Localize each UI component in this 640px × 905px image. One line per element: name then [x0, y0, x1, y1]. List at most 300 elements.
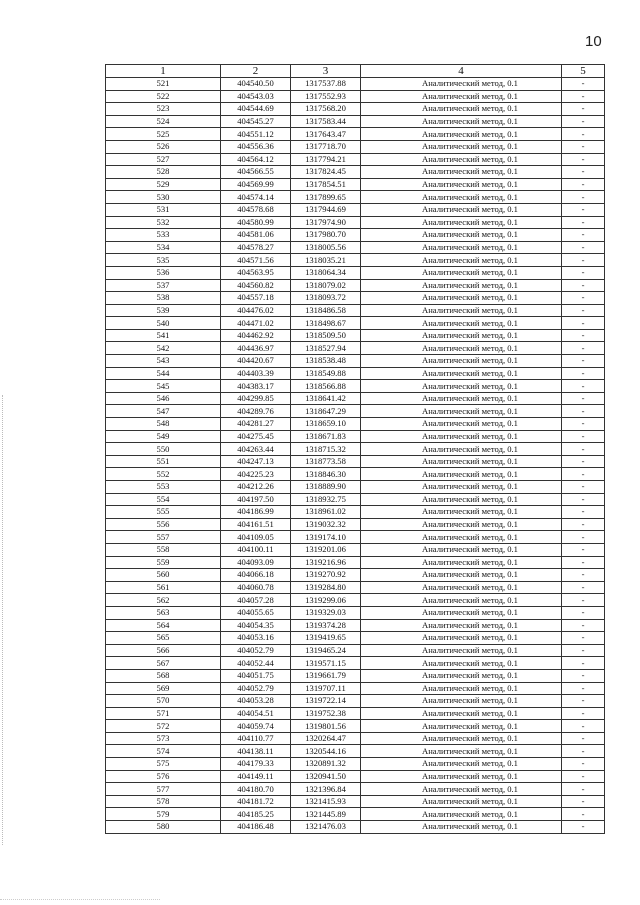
point-number-cell: 556 — [106, 518, 221, 531]
note-cell: - — [562, 594, 605, 607]
y-coordinate-cell: 1318079.02 — [291, 279, 361, 292]
table-body — [106, 78, 605, 834]
note-cell: - — [562, 140, 605, 153]
table-row — [106, 707, 605, 720]
x-coordinate-cell: 404052.79 — [221, 682, 291, 695]
point-number-cell: 521 — [106, 78, 221, 91]
point-number-cell: 533 — [106, 229, 221, 242]
point-number-cell: 527 — [106, 153, 221, 166]
table-row — [106, 443, 605, 456]
method-cell: Аналитический метод, 0.1 — [361, 405, 562, 418]
table-row — [106, 758, 605, 771]
point-number-cell: 549 — [106, 430, 221, 443]
y-coordinate-cell: 1321476.03 — [291, 821, 361, 834]
x-coordinate-cell: 404564.12 — [221, 153, 291, 166]
y-coordinate-cell: 1317899.65 — [291, 191, 361, 204]
method-cell: Аналитический метод, 0.1 — [361, 720, 562, 733]
x-coordinate-cell: 404053.28 — [221, 695, 291, 708]
method-cell: Аналитический метод, 0.1 — [361, 241, 562, 254]
note-cell: - — [562, 745, 605, 758]
table-row — [106, 531, 605, 544]
y-coordinate-cell: 1319661.79 — [291, 669, 361, 682]
x-coordinate-cell: 404544.69 — [221, 103, 291, 116]
y-coordinate-cell: 1318641.42 — [291, 392, 361, 405]
method-cell: Аналитический метод, 0.1 — [361, 418, 562, 431]
note-cell: - — [562, 241, 605, 254]
x-coordinate-cell: 404052.44 — [221, 657, 291, 670]
x-coordinate-cell: 404436.97 — [221, 342, 291, 355]
x-coordinate-cell: 404403.39 — [221, 367, 291, 380]
y-coordinate-cell: 1317980.70 — [291, 229, 361, 242]
x-coordinate-cell: 404383.17 — [221, 380, 291, 393]
x-coordinate-cell: 404181.72 — [221, 795, 291, 808]
table-row — [106, 380, 605, 393]
method-cell: Аналитический метод, 0.1 — [361, 392, 562, 405]
note-cell: - — [562, 430, 605, 443]
table-row — [106, 770, 605, 783]
table-row — [106, 292, 605, 305]
table-row — [106, 720, 605, 733]
note-cell: - — [562, 581, 605, 594]
table-row — [106, 632, 605, 645]
table-row — [106, 203, 605, 216]
x-coordinate-cell: 404580.99 — [221, 216, 291, 229]
note-cell: - — [562, 481, 605, 494]
x-coordinate-cell: 404055.65 — [221, 606, 291, 619]
point-number-cell: 559 — [106, 556, 221, 569]
point-number-cell: 536 — [106, 266, 221, 279]
method-cell: Аналитический метод, 0.1 — [361, 317, 562, 330]
table-row — [106, 455, 605, 468]
y-coordinate-cell: 1317552.93 — [291, 90, 361, 103]
note-cell: - — [562, 90, 605, 103]
x-coordinate-cell: 404186.99 — [221, 506, 291, 519]
note-cell: - — [562, 732, 605, 745]
method-cell: Аналитический метод, 0.1 — [361, 266, 562, 279]
x-coordinate-cell: 404275.45 — [221, 430, 291, 443]
coordinates-table — [105, 64, 605, 834]
x-coordinate-cell: 404212.26 — [221, 481, 291, 494]
table-row — [106, 695, 605, 708]
note-cell: - — [562, 808, 605, 821]
method-cell: Аналитический метод, 0.1 — [361, 758, 562, 771]
point-number-cell: 541 — [106, 329, 221, 342]
y-coordinate-cell: 1319216.96 — [291, 556, 361, 569]
method-cell: Аналитический метод, 0.1 — [361, 594, 562, 607]
y-coordinate-cell: 1318889.90 — [291, 481, 361, 494]
note-cell: - — [562, 821, 605, 834]
y-coordinate-cell: 1318064.34 — [291, 266, 361, 279]
table-row — [106, 78, 605, 91]
method-cell: Аналитический метод, 0.1 — [361, 732, 562, 745]
note-cell: - — [562, 468, 605, 481]
table-row — [106, 594, 605, 607]
y-coordinate-cell: 1317537.88 — [291, 78, 361, 91]
point-number-cell: 551 — [106, 455, 221, 468]
x-coordinate-cell: 404180.70 — [221, 783, 291, 796]
table-row — [106, 644, 605, 657]
point-number-cell: 540 — [106, 317, 221, 330]
x-coordinate-cell: 404540.50 — [221, 78, 291, 91]
y-coordinate-cell: 1318538.48 — [291, 355, 361, 368]
table-row — [106, 166, 605, 179]
method-cell: Аналитический метод, 0.1 — [361, 329, 562, 342]
method-cell: Аналитический метод, 0.1 — [361, 191, 562, 204]
x-coordinate-cell: 404462.92 — [221, 329, 291, 342]
method-cell: Аналитический метод, 0.1 — [361, 531, 562, 544]
method-cell: Аналитический метод, 0.1 — [361, 367, 562, 380]
left-margin-rule — [2, 395, 4, 845]
table-row — [106, 317, 605, 330]
method-cell: Аналитический метод, 0.1 — [361, 292, 562, 305]
point-number-cell: 575 — [106, 758, 221, 771]
note-cell: - — [562, 304, 605, 317]
point-number-cell: 548 — [106, 418, 221, 431]
table-row — [106, 216, 605, 229]
y-coordinate-cell: 1319270.92 — [291, 569, 361, 582]
point-number-cell: 547 — [106, 405, 221, 418]
note-cell: - — [562, 556, 605, 569]
y-coordinate-cell: 1319032.32 — [291, 518, 361, 531]
y-coordinate-cell: 1317568.20 — [291, 103, 361, 116]
note-cell: - — [562, 758, 605, 771]
x-coordinate-cell: 404556.36 — [221, 140, 291, 153]
header-col-1: 1 — [106, 65, 221, 78]
table-row — [106, 732, 605, 745]
note-cell: - — [562, 506, 605, 519]
table-row — [106, 304, 605, 317]
y-coordinate-cell: 1319801.56 — [291, 720, 361, 733]
y-coordinate-cell: 1320941.50 — [291, 770, 361, 783]
method-cell: Аналитический метод, 0.1 — [361, 128, 562, 141]
x-coordinate-cell: 404059.74 — [221, 720, 291, 733]
note-cell: - — [562, 292, 605, 305]
y-coordinate-cell: 1318671.83 — [291, 430, 361, 443]
y-coordinate-cell: 1319299.06 — [291, 594, 361, 607]
note-cell: - — [562, 795, 605, 808]
y-coordinate-cell: 1321445.89 — [291, 808, 361, 821]
table-row — [106, 581, 605, 594]
table-row — [106, 556, 605, 569]
x-coordinate-cell: 404281.27 — [221, 418, 291, 431]
method-cell: Аналитический метод, 0.1 — [361, 707, 562, 720]
method-cell: Аналитический метод, 0.1 — [361, 443, 562, 456]
y-coordinate-cell: 1318932.75 — [291, 493, 361, 506]
method-cell: Аналитический метод, 0.1 — [361, 481, 562, 494]
point-number-cell: 565 — [106, 632, 221, 645]
point-number-cell: 564 — [106, 619, 221, 632]
table-row — [106, 229, 605, 242]
point-number-cell: 561 — [106, 581, 221, 594]
point-number-cell: 552 — [106, 468, 221, 481]
note-cell: - — [562, 191, 605, 204]
x-coordinate-cell: 404161.51 — [221, 518, 291, 531]
method-cell: Аналитический метод, 0.1 — [361, 619, 562, 632]
method-cell: Аналитический метод, 0.1 — [361, 78, 562, 91]
method-cell: Аналитический метод, 0.1 — [361, 644, 562, 657]
x-coordinate-cell: 404066.18 — [221, 569, 291, 582]
note-cell: - — [562, 342, 605, 355]
note-cell: - — [562, 669, 605, 682]
y-coordinate-cell: 1319329.03 — [291, 606, 361, 619]
table-row — [106, 103, 605, 116]
y-coordinate-cell: 1318846.30 — [291, 468, 361, 481]
y-coordinate-cell: 1318509.50 — [291, 329, 361, 342]
note-cell: - — [562, 543, 605, 556]
y-coordinate-cell: 1318715.32 — [291, 443, 361, 456]
note-cell: - — [562, 229, 605, 242]
y-coordinate-cell: 1321415.93 — [291, 795, 361, 808]
note-cell: - — [562, 203, 605, 216]
y-coordinate-cell: 1317824.45 — [291, 166, 361, 179]
table-row — [106, 128, 605, 141]
method-cell: Аналитический метод, 0.1 — [361, 506, 562, 519]
note-cell: - — [562, 569, 605, 582]
method-cell: Аналитический метод, 0.1 — [361, 556, 562, 569]
point-number-cell: 577 — [106, 783, 221, 796]
point-number-cell: 571 — [106, 707, 221, 720]
y-coordinate-cell: 1318647.29 — [291, 405, 361, 418]
table-row — [106, 115, 605, 128]
table-row — [106, 153, 605, 166]
method-cell: Аналитический метод, 0.1 — [361, 153, 562, 166]
x-coordinate-cell: 404225.23 — [221, 468, 291, 481]
method-cell: Аналитический метод, 0.1 — [361, 770, 562, 783]
x-coordinate-cell: 404545.27 — [221, 115, 291, 128]
table-row — [106, 392, 605, 405]
point-number-cell: 524 — [106, 115, 221, 128]
table-row — [106, 191, 605, 204]
x-coordinate-cell: 404054.35 — [221, 619, 291, 632]
point-number-cell: 537 — [106, 279, 221, 292]
x-coordinate-cell: 404560.82 — [221, 279, 291, 292]
table-row — [106, 90, 605, 103]
point-number-cell: 558 — [106, 543, 221, 556]
x-coordinate-cell: 404051.75 — [221, 669, 291, 682]
table-row — [106, 745, 605, 758]
method-cell: Аналитический метод, 0.1 — [361, 342, 562, 355]
note-cell: - — [562, 720, 605, 733]
point-number-cell: 563 — [106, 606, 221, 619]
method-cell: Аналитический метод, 0.1 — [361, 745, 562, 758]
table-row — [106, 430, 605, 443]
x-coordinate-cell: 404186.48 — [221, 821, 291, 834]
note-cell: - — [562, 329, 605, 342]
x-coordinate-cell: 404093.09 — [221, 556, 291, 569]
header-col-5: 5 — [562, 65, 605, 78]
method-cell: Аналитический метод, 0.1 — [361, 455, 562, 468]
method-cell: Аналитический метод, 0.1 — [361, 90, 562, 103]
point-number-cell: 539 — [106, 304, 221, 317]
note-cell: - — [562, 418, 605, 431]
table-row — [106, 669, 605, 682]
x-coordinate-cell: 404581.06 — [221, 229, 291, 242]
y-coordinate-cell: 1319419.65 — [291, 632, 361, 645]
x-coordinate-cell: 404263.44 — [221, 443, 291, 456]
method-cell: Аналитический метод, 0.1 — [361, 808, 562, 821]
note-cell: - — [562, 606, 605, 619]
point-number-cell: 534 — [106, 241, 221, 254]
x-coordinate-cell: 404569.99 — [221, 178, 291, 191]
table-row — [106, 783, 605, 796]
y-coordinate-cell: 1318961.02 — [291, 506, 361, 519]
y-coordinate-cell: 1319571.15 — [291, 657, 361, 670]
method-cell: Аналитический метод, 0.1 — [361, 468, 562, 481]
y-coordinate-cell: 1318659.10 — [291, 418, 361, 431]
table-row — [106, 569, 605, 582]
note-cell: - — [562, 216, 605, 229]
point-number-cell: 526 — [106, 140, 221, 153]
table-row — [106, 355, 605, 368]
table-row — [106, 468, 605, 481]
x-coordinate-cell: 404247.13 — [221, 455, 291, 468]
y-coordinate-cell: 1319374.28 — [291, 619, 361, 632]
table-row — [106, 619, 605, 632]
method-cell: Аналитический метод, 0.1 — [361, 216, 562, 229]
point-number-cell: 531 — [106, 203, 221, 216]
table-row — [106, 493, 605, 506]
note-cell: - — [562, 392, 605, 405]
method-cell: Аналитический метод, 0.1 — [361, 669, 562, 682]
method-cell: Аналитический метод, 0.1 — [361, 682, 562, 695]
y-coordinate-cell: 1318566.88 — [291, 380, 361, 393]
method-cell: Аналитический метод, 0.1 — [361, 632, 562, 645]
note-cell: - — [562, 367, 605, 380]
table-row — [106, 367, 605, 380]
y-coordinate-cell: 1320891.32 — [291, 758, 361, 771]
method-cell: Аналитический метод, 0.1 — [361, 254, 562, 267]
point-number-cell: 570 — [106, 695, 221, 708]
note-cell: - — [562, 178, 605, 191]
point-number-cell: 560 — [106, 569, 221, 582]
note-cell: - — [562, 78, 605, 91]
y-coordinate-cell: 1321396.84 — [291, 783, 361, 796]
method-cell: Аналитический метод, 0.1 — [361, 430, 562, 443]
x-coordinate-cell: 404551.12 — [221, 128, 291, 141]
table-row — [106, 140, 605, 153]
note-cell: - — [562, 619, 605, 632]
x-coordinate-cell: 404299.85 — [221, 392, 291, 405]
point-number-cell: 557 — [106, 531, 221, 544]
table-row — [106, 254, 605, 267]
note-cell: - — [562, 443, 605, 456]
y-coordinate-cell: 1317794.21 — [291, 153, 361, 166]
x-coordinate-cell: 404054.51 — [221, 707, 291, 720]
table-row — [106, 795, 605, 808]
y-coordinate-cell: 1319752.38 — [291, 707, 361, 720]
method-cell: Аналитический метод, 0.1 — [361, 380, 562, 393]
x-coordinate-cell: 404110.77 — [221, 732, 291, 745]
note-cell: - — [562, 115, 605, 128]
note-cell: - — [562, 518, 605, 531]
x-coordinate-cell: 404060.78 — [221, 581, 291, 594]
note-cell: - — [562, 355, 605, 368]
table-row — [106, 418, 605, 431]
x-coordinate-cell: 404476.02 — [221, 304, 291, 317]
table-row — [106, 279, 605, 292]
table-header-row — [106, 65, 605, 78]
header-col-3: 3 — [291, 65, 361, 78]
table-row — [106, 506, 605, 519]
x-coordinate-cell: 404563.95 — [221, 266, 291, 279]
note-cell: - — [562, 531, 605, 544]
table-row — [106, 241, 605, 254]
point-number-cell: 546 — [106, 392, 221, 405]
point-number-cell: 532 — [106, 216, 221, 229]
bottom-margin-rule — [0, 899, 160, 901]
point-number-cell: 542 — [106, 342, 221, 355]
method-cell: Аналитический метод, 0.1 — [361, 229, 562, 242]
note-cell: - — [562, 153, 605, 166]
point-number-cell: 573 — [106, 732, 221, 745]
table-row — [106, 405, 605, 418]
method-cell: Аналитический метод, 0.1 — [361, 821, 562, 834]
table-row — [106, 606, 605, 619]
y-coordinate-cell: 1317944.69 — [291, 203, 361, 216]
point-number-cell: 567 — [106, 657, 221, 670]
table-row — [106, 178, 605, 191]
method-cell: Аналитический метод, 0.1 — [361, 493, 562, 506]
point-number-cell: 562 — [106, 594, 221, 607]
y-coordinate-cell: 1317854.51 — [291, 178, 361, 191]
point-number-cell: 578 — [106, 795, 221, 808]
x-coordinate-cell: 404420.67 — [221, 355, 291, 368]
note-cell: - — [562, 128, 605, 141]
y-coordinate-cell: 1319707.11 — [291, 682, 361, 695]
method-cell: Аналитический метод, 0.1 — [361, 140, 562, 153]
method-cell: Аналитический метод, 0.1 — [361, 569, 562, 582]
note-cell: - — [562, 632, 605, 645]
y-coordinate-cell: 1319722.14 — [291, 695, 361, 708]
table-row — [106, 518, 605, 531]
x-coordinate-cell: 404543.03 — [221, 90, 291, 103]
note-cell: - — [562, 254, 605, 267]
y-coordinate-cell: 1318773.58 — [291, 455, 361, 468]
x-coordinate-cell: 404574.14 — [221, 191, 291, 204]
y-coordinate-cell: 1318486.58 — [291, 304, 361, 317]
x-coordinate-cell: 404149.11 — [221, 770, 291, 783]
note-cell: - — [562, 770, 605, 783]
x-coordinate-cell: 404557.18 — [221, 292, 291, 305]
x-coordinate-cell: 404053.16 — [221, 632, 291, 645]
method-cell: Аналитический метод, 0.1 — [361, 695, 562, 708]
note-cell: - — [562, 103, 605, 116]
point-number-cell: 553 — [106, 481, 221, 494]
method-cell: Аналитический метод, 0.1 — [361, 657, 562, 670]
y-coordinate-cell: 1317718.70 — [291, 140, 361, 153]
x-coordinate-cell: 404179.33 — [221, 758, 291, 771]
point-number-cell: 525 — [106, 128, 221, 141]
method-cell: Аналитический метод, 0.1 — [361, 279, 562, 292]
note-cell: - — [562, 707, 605, 720]
table-row — [106, 543, 605, 556]
y-coordinate-cell: 1318005.56 — [291, 241, 361, 254]
method-cell: Аналитический метод, 0.1 — [361, 543, 562, 556]
table-row — [106, 342, 605, 355]
note-cell: - — [562, 266, 605, 279]
x-coordinate-cell: 404289.76 — [221, 405, 291, 418]
method-cell: Аналитический метод, 0.1 — [361, 355, 562, 368]
method-cell: Аналитический метод, 0.1 — [361, 103, 562, 116]
table-row — [106, 821, 605, 834]
x-coordinate-cell: 404100.11 — [221, 543, 291, 556]
note-cell: - — [562, 405, 605, 418]
note-cell: - — [562, 455, 605, 468]
note-cell: - — [562, 682, 605, 695]
y-coordinate-cell: 1317974.90 — [291, 216, 361, 229]
point-number-cell: 579 — [106, 808, 221, 821]
y-coordinate-cell: 1319201.06 — [291, 543, 361, 556]
